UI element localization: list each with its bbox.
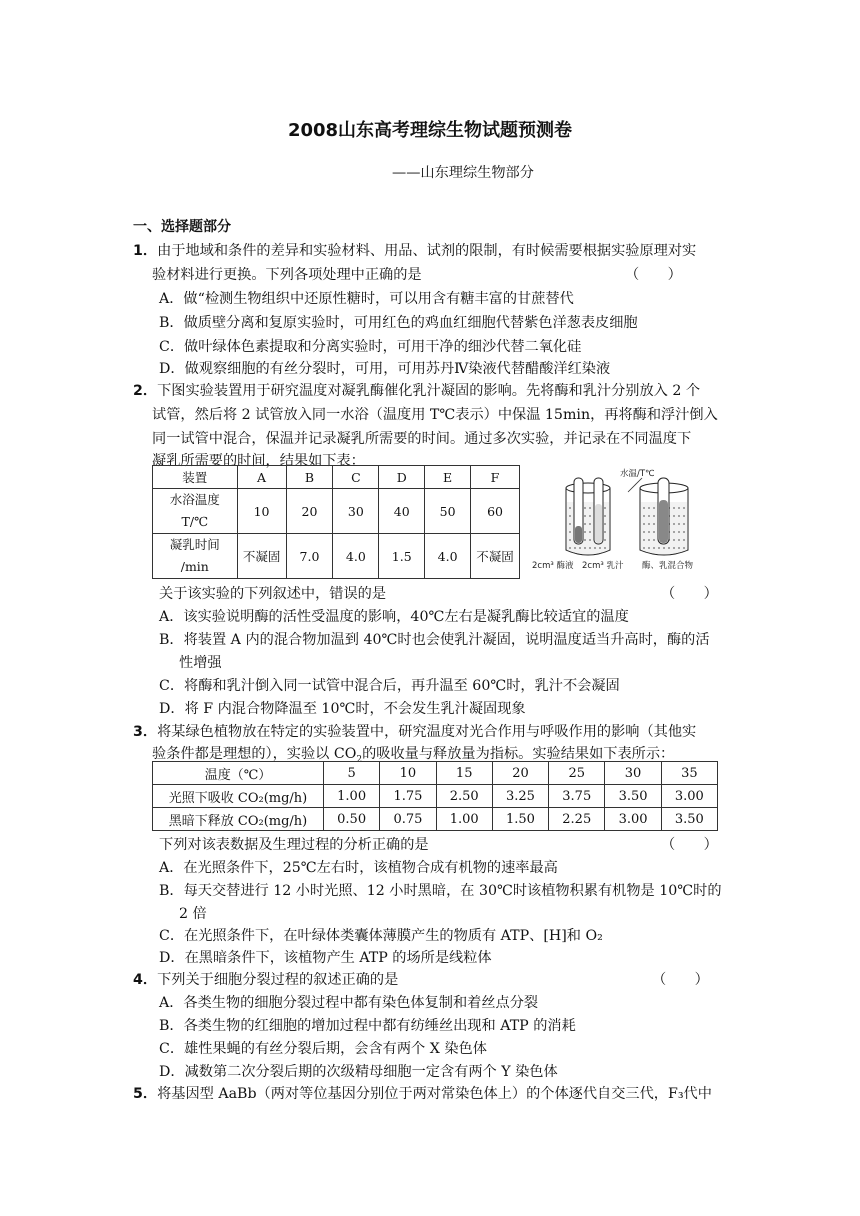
table-header-cell: 35 — [661, 762, 717, 785]
q5-line1 — [133, 1083, 712, 1103]
row-label-part: 水浴温度 — [169, 492, 220, 507]
q2-apparatus-figure — [530, 464, 730, 574]
table-row — [153, 534, 520, 579]
table-header-cell: 温度（℃） — [153, 762, 324, 785]
table-cell: 3.25 — [492, 785, 548, 808]
table-cell: 1.5 — [379, 534, 425, 579]
q3-line1 — [133, 721, 696, 741]
q2-option-d: D．将 F 内混合物降温至 10℃时，不会发生乳汁凝固现象 — [159, 701, 526, 717]
table-row — [153, 466, 520, 489]
table-row — [153, 808, 718, 831]
table-header-cell: 10 — [380, 762, 436, 785]
q1-line1 — [133, 240, 696, 260]
figure-water-label: 水温/T℃ — [620, 469, 655, 479]
q3-option-b-cont: 2 倍 — [179, 906, 207, 922]
q3-option-b: B．每天交替进行 12 小时光照、12 小时黑暗，在 30℃时该植物积累有机物是 10℃时的 — [159, 883, 722, 899]
q5-number: 5． — [133, 1086, 158, 1102]
q1-option-b: B．做质壁分离和复原实验时，可用红色的鸡血红细胞代替紫色洋葱表皮细胞 — [159, 315, 638, 331]
q2-option-b-cont: 性增强 — [179, 655, 222, 671]
table-header-cell: A — [237, 466, 286, 489]
table-row-label — [153, 489, 238, 534]
q4-option-b: B．各类生物的红细胞的增加过程中都有纺缍丝出现和 ATP 的消耗 — [159, 1018, 576, 1034]
table-cell: 1.50 — [492, 808, 548, 831]
q5-text1: 将基因型 AaBb（两对等位基因分别位于两对常染色体上）的个体逐代自交三代，F₃代中 — [157, 1086, 712, 1102]
table-row — [153, 785, 718, 808]
table-header-cell: 30 — [605, 762, 661, 785]
table-header-cell: 15 — [436, 762, 492, 785]
table-cell: 2.50 — [436, 785, 492, 808]
q1-number: 1． — [133, 243, 158, 259]
q3-text2a: 验条件都是理想的），实验以 CO — [152, 746, 357, 762]
q1-option-d: D．做观察细胞的有丝分裂时，可用，可用苏丹Ⅳ染液代替醋酸洋红染液 — [159, 361, 611, 377]
table-cell: 1.00 — [324, 785, 380, 808]
q2-option-a: A．该实验说明酶的活性受温度的影响，40℃左右是凝乳酶比较适宜的温度 — [159, 609, 629, 625]
row-label-part: T/℃ — [181, 514, 209, 529]
table-row — [153, 489, 520, 534]
table-header-cell: 5 — [324, 762, 380, 785]
page-title: 2008山东高考理综生物试题预测卷 — [287, 120, 573, 141]
table-cell: 4.0 — [333, 534, 379, 579]
q2-text1: 下图实验装置用于研究温度对凝乳酶催化乳汁凝固的影响。先将酶和乳汁分别放入 2 个 — [157, 383, 701, 399]
table-header-cell: E — [425, 466, 471, 489]
q1-answer-blank: （ ） — [625, 267, 682, 283]
table-row-label: 光照下吸收 CO₂(mg/h) — [153, 785, 324, 808]
q2-option-c: C．将酶和乳汁倒入同一试管中混合后，再升温至 60℃时，乳汁不会凝固 — [159, 678, 620, 694]
q2-results-table — [152, 465, 520, 579]
q2-number: 2． — [133, 383, 158, 399]
table-header-cell: B — [286, 466, 333, 489]
q2-line3: 同一试管中混合，保温并记录凝乳所需要的时间。通过多次实验，并记录在不同温度下 — [152, 431, 692, 447]
table-cell: 3.00 — [605, 808, 661, 831]
beaker-right — [640, 478, 688, 555]
table-header-cell: F — [471, 466, 520, 489]
table-cell: 3.75 — [549, 785, 605, 808]
q1-option-c: C．做叶绿体色素提取和分离实验时，可用干净的细沙代替二氧化硅 — [159, 339, 582, 355]
q4-answer-blank: （ ） — [652, 972, 709, 988]
q2-option-b: B．将装置 A 内的混合物加温到 40℃时也会使乳汁凝固，说明温度适当升高时，酶的活 — [159, 632, 710, 648]
table-cell: 30 — [333, 489, 379, 534]
q4-line1 — [133, 969, 398, 989]
q4-text: 下列关于细胞分裂过程的叙述正确的是 — [157, 972, 399, 988]
row-label-part: 凝乳时间 — [169, 537, 220, 552]
table-header-cell: D — [379, 466, 425, 489]
q4-option-c: C．雄性果蝇的有丝分裂后期，会含有两个 X 染色体 — [159, 1041, 487, 1057]
row-label-part: /min — [180, 559, 209, 574]
table-cell: 1.00 — [436, 808, 492, 831]
q3-number: 3． — [133, 724, 158, 740]
q4-option-a: A．各类生物的细胞分裂过程中都有染色体复制和着丝点分裂 — [159, 995, 539, 1011]
figure-label-milk: 2cm³ 乳汁 — [582, 561, 624, 571]
table-cell: 50 — [425, 489, 471, 534]
subscript: 2 — [356, 754, 363, 765]
table-row — [153, 762, 718, 785]
section-heading: 一、选择题部分 — [133, 219, 231, 235]
table-cell: 40 — [379, 489, 425, 534]
table-cell: 2.25 — [549, 808, 605, 831]
table-row-label: 黑暗下释放 CO₂(mg/h) — [153, 808, 324, 831]
q1-option-a: A．做“检测生物组织中还原性糖时，可以用含有糖丰富的甘蔗替代 — [159, 291, 574, 307]
q2-stem: 关于该实验的下列叙述中，错误的是 — [159, 586, 387, 602]
q3-text1: 将某绿色植物放在特定的实验装置中，研究温度对光合作用与呼吸作用的影响（其他实 — [157, 724, 697, 740]
table-header-cell: 20 — [492, 762, 548, 785]
q3-option-c: C．在光照条件下，在叶绿体类囊体薄膜产生的物质有 ATP、[H]和 O₂ — [159, 928, 603, 944]
table-cell: 60 — [471, 489, 520, 534]
table-cell: 不凝固 — [471, 534, 520, 579]
q3-results-table — [152, 761, 718, 831]
q2-line2: 试管，然后将 2 试管放入同一水浴（温度用 T℃表示）中保温 15min，再将酶和浮汁倒入 — [152, 407, 718, 423]
table-cell: 20 — [286, 489, 333, 534]
q2-answer-blank: （ ） — [661, 586, 718, 602]
q2-line1 — [133, 380, 700, 400]
table-cell: 3.50 — [661, 808, 717, 831]
table-cell: 3.00 — [661, 785, 717, 808]
q4-number: 4． — [133, 972, 158, 988]
q3-option-d: D．在黑暗条件下，该植物产生 ATP 的场所是线粒体 — [159, 950, 492, 966]
q3-text2b: 的吸收量与释放量为指标。实验结果如下表所示： — [362, 746, 675, 762]
table-header-cell: 25 — [549, 762, 605, 785]
figure-label-enzyme: 2cm³ 酶液 — [532, 561, 574, 571]
figure-label-mixture: 酶、乳混合物 — [642, 561, 694, 571]
beaker-left — [566, 478, 610, 555]
table-cell: 不凝固 — [237, 534, 286, 579]
table-header-cell: 装置 — [153, 466, 238, 489]
q3-stem: 下列对该表数据及生理过程的分析正确的是 — [159, 837, 429, 853]
table-cell: 1.75 — [380, 785, 436, 808]
q1-text1: 由于地域和条件的差异和实验材料、用品、试剂的限制，有时候需要根据实验原理对实 — [157, 243, 697, 259]
table-cell: 4.0 — [425, 534, 471, 579]
q3-answer-blank: （ ） — [661, 837, 718, 853]
page-subtitle: ——山东理综生物部分 — [392, 165, 534, 181]
q1-line2: 验材料进行更换。下列各项处理中正确的是 — [152, 267, 422, 283]
q4-option-d: D．减数第二次分裂后期的次级精母细胞一定含有两个 Y 染色体 — [159, 1064, 558, 1080]
table-cell: 7.0 — [286, 534, 333, 579]
q2-line4: 凝乳所需要的时间，结果如下表： — [152, 453, 365, 469]
table-header-cell: C — [333, 466, 379, 489]
table-cell: 0.50 — [324, 808, 380, 831]
table-cell: 10 — [237, 489, 286, 534]
table-cell: 0.75 — [380, 808, 436, 831]
table-cell: 3.50 — [605, 785, 661, 808]
q3-option-a: A．在光照条件下，25℃左右时，该植物合成有机物的速率最高 — [159, 860, 558, 876]
table-row-label — [153, 534, 238, 579]
